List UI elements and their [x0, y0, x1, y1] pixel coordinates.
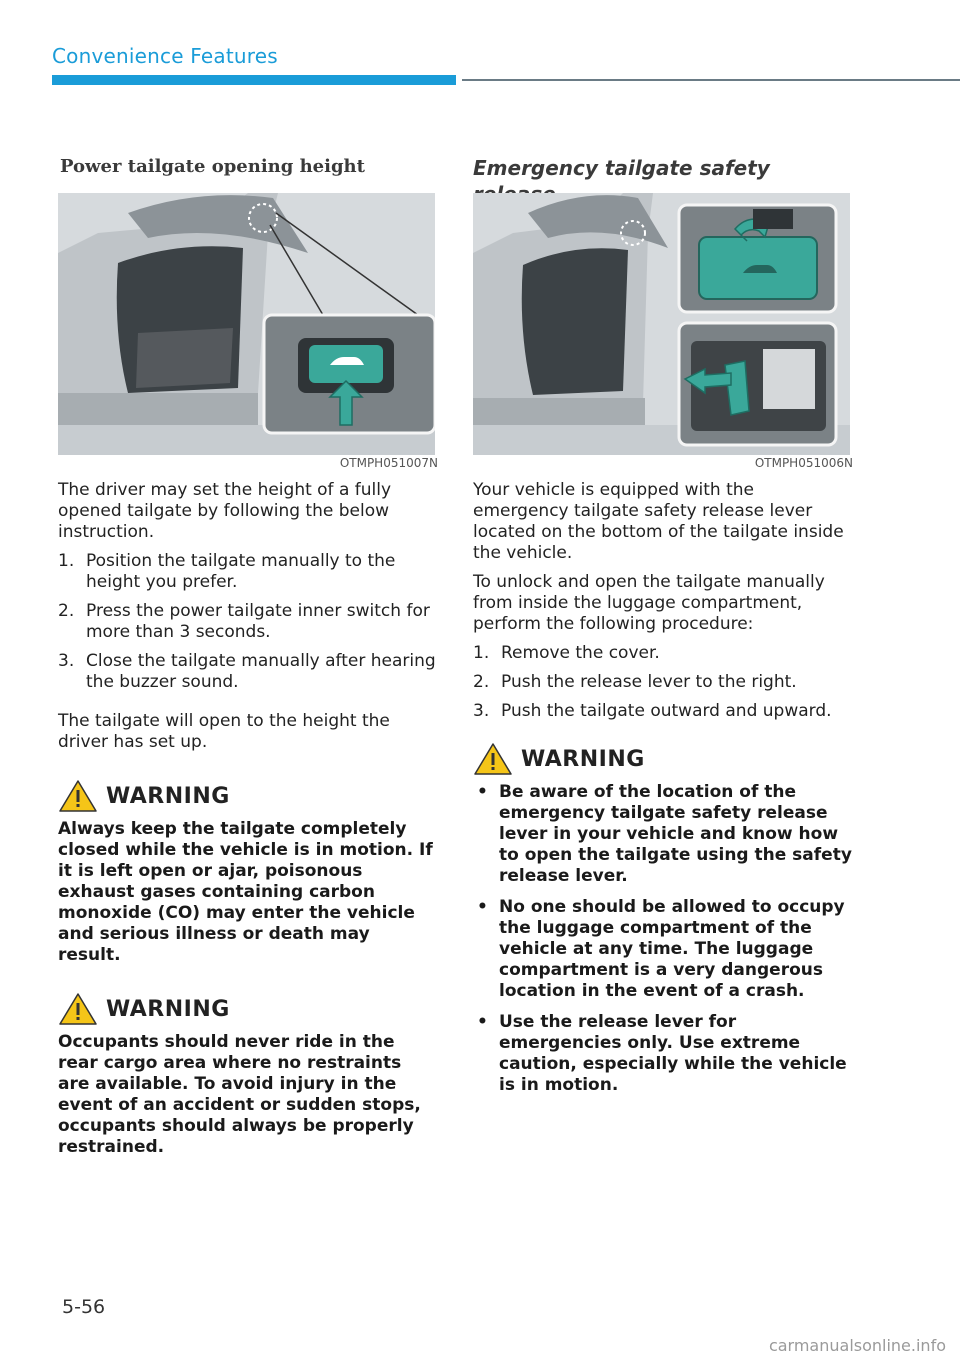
list-item: 3. Push the tailgate outward and upward. — [473, 701, 832, 721]
paragraph-intro: The driver may set the height of a fully opened tailgate by following the below instruction. — [58, 480, 392, 542]
warning-list — [473, 782, 853, 1096]
header-rule-thick — [52, 75, 456, 85]
release-lever-illustration — [473, 193, 850, 455]
list-item: • Be aware of the location of the emergency tailgate safety release lever in your vehicle and know how to open the tailgate using the safety release lever. — [473, 782, 853, 887]
left-column — [58, 155, 438, 1158]
warning-heading: WARNING — [58, 779, 438, 813]
warning-triangle-icon — [58, 779, 98, 813]
figure-tailgate-inner-switch — [58, 193, 435, 455]
list-item: 2. Push the release lever to the right. — [473, 672, 797, 692]
steps-list — [473, 643, 853, 722]
section-title-opening-height: Power tailgate opening height — [60, 156, 365, 177]
warning-text: Occupants should never ride in the rear cargo area where no restraints are available. To avoid injury in the event of an accident or sudden stops, occupants should always be properly restrained. — [58, 1032, 421, 1157]
watermark-text: carmanualsonline.info — [768, 1336, 946, 1355]
figure-code: OTMPH051006N — [754, 456, 853, 470]
list-item: 1. Position the tailgate manually to the height you prefer. — [58, 551, 396, 592]
page-header-title: Convenience Features — [52, 44, 278, 68]
warning-heading: WARNING — [473, 742, 853, 776]
page-number: 5-56 — [62, 1296, 106, 1318]
warning-triangle-icon — [473, 742, 513, 776]
warning-triangle-icon — [58, 992, 98, 1026]
right-column — [473, 155, 853, 1106]
paragraph-procedure: To unlock and open the tailgate manually from inside the luggage compartment, perform the following procedure: — [473, 572, 825, 634]
steps-list — [58, 551, 438, 693]
tailgate-illustration — [58, 193, 435, 455]
paragraph-outro: The tailgate will open to the height the driver has set up. — [58, 711, 390, 752]
list-item: 1. Remove the cover. — [473, 643, 660, 663]
figure-code: OTMPH051007N — [339, 456, 438, 470]
paragraph-intro: Your vehicle is equipped with the emergency tailgate safety release lever located on the bottom of the tailgate inside the vehicle. — [473, 480, 844, 563]
section-title-safety-release: Emergency tailgate safety — [473, 156, 770, 180]
list-item: 3. Close the tailgate manually after hearing the buzzer sound. — [58, 651, 436, 692]
list-item: • No one should be allowed to occupy the luggage compartment of the vehicle at any time. The luggage compartment is a very dangerous location in the event of a crash. — [473, 897, 853, 1002]
list-item: • Use the release lever for emergencies only. Use extreme caution, especially while the vehicle is in motion. — [473, 1012, 853, 1096]
warning-text: Always keep the tailgate completely closed while the vehicle is in motion. If it is left open or ajar, poisonous exhaust gases containing carbon monoxide (CO) may enter the vehicle and serious illness or death may result. — [58, 819, 433, 965]
header-rule-thin — [462, 79, 960, 81]
list-item: 2. Press the power tailgate inner switch for more than 3 seconds. — [58, 601, 430, 642]
warning-heading: WARNING — [58, 992, 438, 1026]
figure-safety-release-lever — [473, 193, 850, 455]
